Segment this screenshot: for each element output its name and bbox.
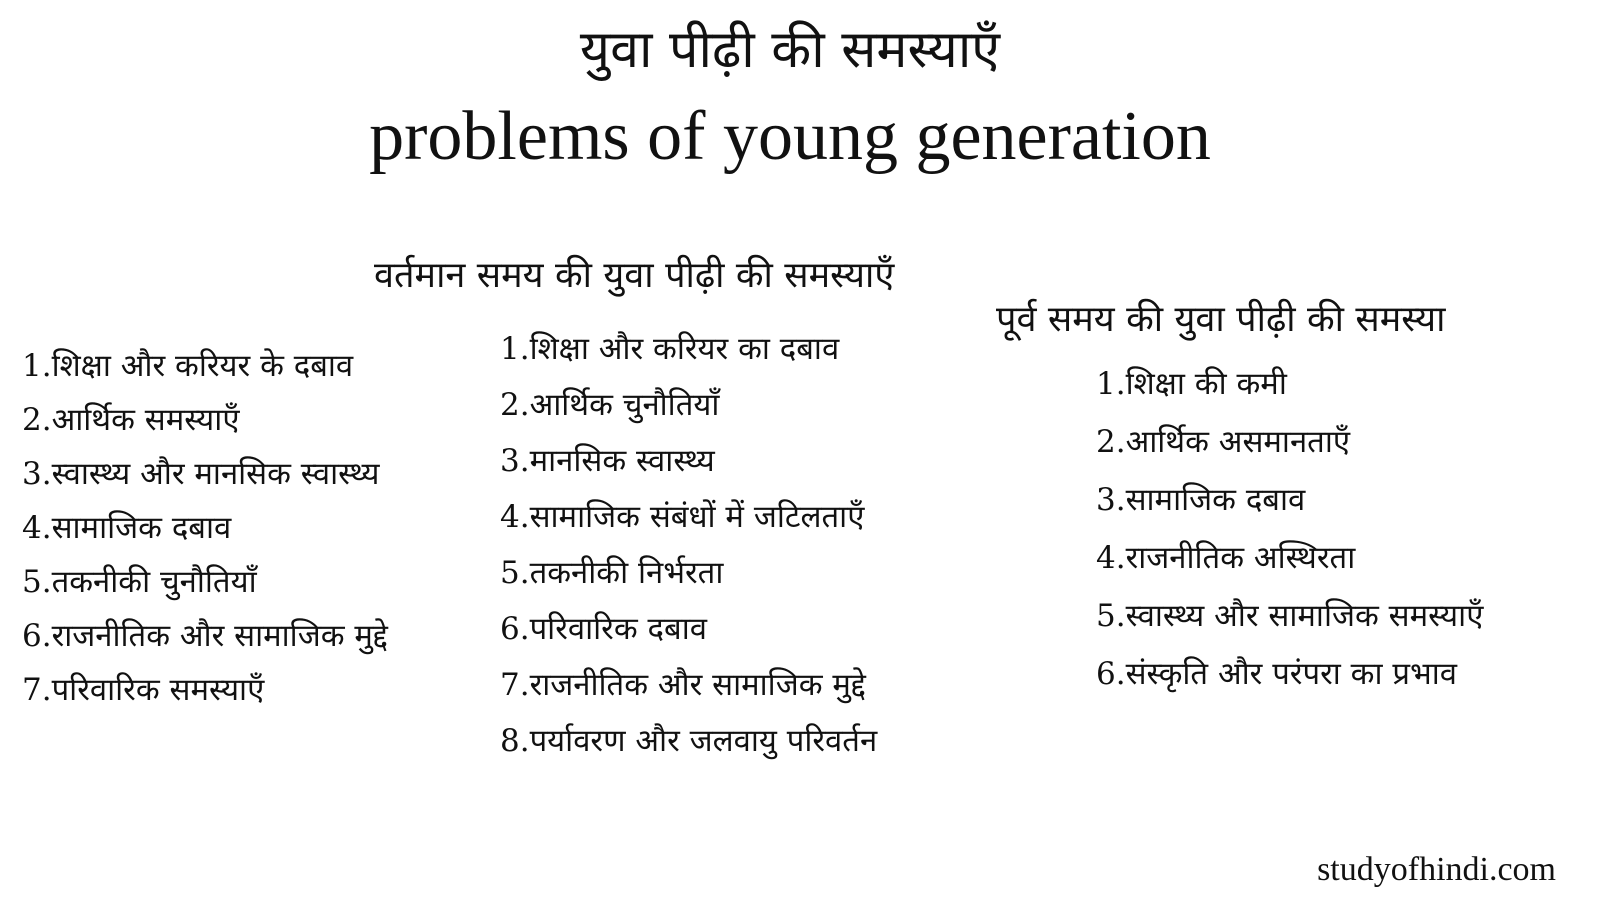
- present-list-a: [22, 344, 388, 722]
- list-item: 1.शिक्षा और करियर के दबाव: [22, 348, 354, 384]
- page-title-hindi: युवा पीढ़ी की समस्याएँ: [579, 20, 1001, 80]
- list-item: 6.राजनीतिक और सामाजिक मुद्दे: [22, 618, 388, 654]
- list-item: 6.परिवारिक दबाव: [500, 611, 707, 647]
- list-item: 3.मानसिक स्वास्थ्य: [500, 443, 715, 479]
- page-title-english: problems of young generation: [369, 98, 1211, 175]
- list-item: 7.परिवारिक समस्याएँ: [22, 672, 265, 708]
- list-item: 5.तकनीकी निर्भरता: [500, 555, 724, 591]
- list-item: 2.आर्थिक चुनौतियाँ: [500, 387, 720, 423]
- list-item: 3.स्वास्थ्य और मानसिक स्वास्थ्य: [22, 456, 380, 492]
- list-item: 2.आर्थिक समस्याएँ: [22, 402, 240, 438]
- list-item: 2.आर्थिक असमानताएँ: [1096, 424, 1351, 460]
- list-item: 8.पर्यावरण और जलवायु परिवर्तन: [500, 723, 878, 759]
- list-item: 5.स्वास्थ्य और सामाजिक समस्याएँ: [1096, 598, 1484, 634]
- present-list-b: [500, 327, 877, 775]
- list-item: 3.सामाजिक दबाव: [1096, 482, 1306, 518]
- list-item: 6.संस्कृति और परंपरा का प्रभाव: [1096, 656, 1458, 692]
- list-item: 5.तकनीकी चुनौतियाँ: [22, 564, 257, 600]
- list-item: 4.राजनीतिक अस्थिरता: [1096, 540, 1356, 576]
- list-item: 1.शिक्षा और करियर का दबाव: [500, 331, 840, 367]
- past-list: [1096, 362, 1483, 710]
- list-item: 4.सामाजिक संबंधों में जटिलताएँ: [500, 499, 865, 535]
- site-watermark: studyofhindi.com: [1317, 851, 1556, 888]
- list-item: 1.शिक्षा की कमी: [1096, 366, 1287, 402]
- present-section-heading: वर्तमान समय की युवा पीढ़ी की समस्याएँ: [374, 255, 895, 296]
- list-item: 7.राजनीतिक और सामाजिक मुद्दे: [500, 667, 866, 703]
- past-section-heading: पूर्व समय की युवा पीढ़ी की समस्या: [996, 299, 1446, 340]
- list-item: 4.सामाजिक दबाव: [22, 510, 232, 546]
